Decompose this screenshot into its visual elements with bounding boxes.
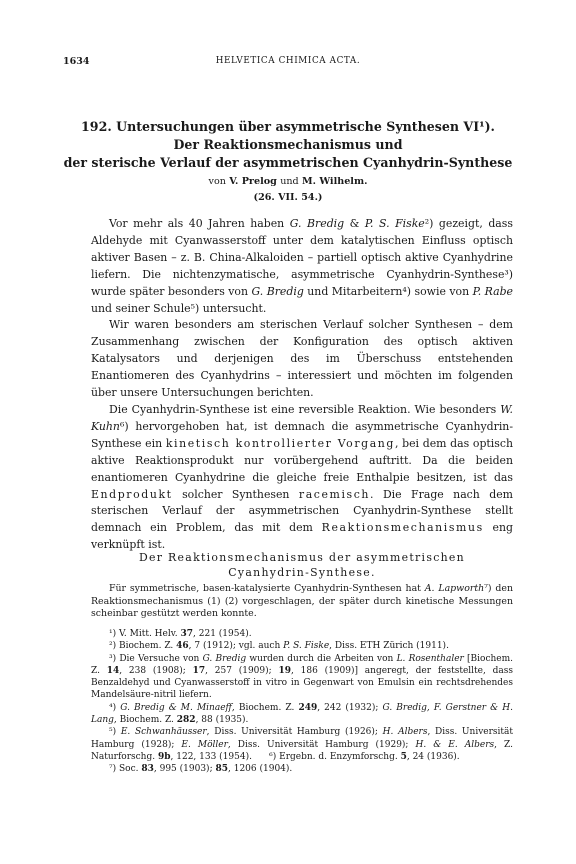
citation-author: W. Kuhn	[91, 402, 513, 433]
footnote-2: ²) Biochem. Z. 46, 7 (1912); vgl. auch P. S. Fiske, Diss. ETH Zürich (1911).	[109, 641, 449, 652]
running-head	[63, 56, 513, 70]
emphasis-spaced: Reaktionsmechanismus	[321, 521, 484, 535]
citation-author: G. Bredig	[251, 284, 304, 298]
footnotes	[91, 628, 513, 776]
paragraph-2: Wir waren besonders am sterischen Verlauf solcher Synthesen – dem Zusammenhang zwischen der Konfiguration des optisch aktiven Katalysators und derjenigen des im Überschuss entstehenden Enantiomeren des Cyanhydrins – interessiert und möchten im folgenden über unsere Untersuchungen berichten.	[91, 318, 513, 400]
footnote-1: ¹) V. Mitt. Helv. 37, 221 (1954).	[109, 629, 252, 639]
page-number: 1634	[63, 56, 90, 67]
footnote-7: ⁷) Soc. 83, 995 (1903); 85, 1206 (1904).	[109, 764, 293, 775]
footnote-4: ⁴) G. Bredig & M. Minaeff, Biochem. Z. 249, 242 (1932); G. Bredig, F. Gerstner & H. Lang, Biochem. Z. 282, 88 (1935).	[91, 702, 513, 726]
article-title-line-3: der sterische Verlauf der asymmetrischen Cyanhydrin-Synthese	[63, 155, 513, 170]
citation-author: G. Bredig	[289, 217, 345, 230]
journal-title: HELVETICA CHIMICA ACTA.	[215, 56, 361, 66]
byline-von: von	[208, 176, 226, 187]
byline-und: und	[280, 176, 299, 187]
author-2: M. Wilhelm.	[302, 176, 368, 187]
emphasis-spaced: kinetisch kontrollierter Vorgang	[165, 436, 395, 450]
paragraph-3: Die Cyanhydrin-Synthese ist eine reversible Reaktion. Wie besonders W. Kuhn⁶) hervorgehoben hat, ist demnach die asymmetrische Cyanhydrin-Synthese ein kinetisch kontrollierter Vorgang, bei dem das optisch aktive Reaktionsprodukt nur vorübergehend auftritt. Da die beiden enantiomeren Cyanhydrine die gleiche freie Enthalpie besitzen, ist das Endprodukt solcher Synthesen racemisch. Die Frage nach dem sterischen Verlauf der asymmetrischen Cyanhydrin-Synthese stellt demnach ein Problem, das mit dem Reaktionsmechanismus eng verknüpft ist.	[91, 402, 513, 552]
section-heading-line-2: Cyanhydrin-Synthese.	[228, 566, 376, 579]
section-paragraph	[91, 583, 513, 621]
byline	[63, 174, 513, 190]
section-heading	[91, 550, 513, 580]
citation-author: P. S. Fiske	[364, 217, 425, 230]
author-1: V. Prelog	[229, 176, 277, 187]
footnote-6: ⁶) Ergebn. d. Enzymforschg. 5, 24 (1936).	[269, 751, 460, 762]
citation-author: P. Rabe	[472, 284, 513, 298]
footnote-3: ³) Die Versuche von G. Bredig wurden durch die Arbeiten von L. Rosenthaler [Biochem. Z. 14, 238 (1908); 17, 257 (1909); 19, 186 (1909)] angeregt, der feststellte, dass Benzaldehyd und Cyanwasserstoff in vitro in Gegenwart von Emulsin ein rechtsdrehendes Mandelsäure-nitril liefern.	[91, 653, 514, 701]
section-paragraph-1: Für symmetrische, basen-katalysierte Cyanhydrin-Synthesen hat A. Lapworth⁷) den Reaktionsmechanismus (1) (2) vorgeschlagen, der später durch kinetische Messungen scheinbar gestützt werden konnte.	[91, 583, 513, 620]
emphasis-spaced: Endprodukt	[91, 487, 173, 501]
article-title-block	[63, 118, 513, 206]
article-title-line-2: Der Reaktionsmechanismus und	[173, 137, 403, 152]
paragraph-1: Vor mehr als 40 Jahren haben G. Bredig & P. S. Fiske²) gezeigt, dass Aldehyde mit Cyanwasserstoff unter dem katalytischen Einfluss optisch aktiver Basen – z. B. China-Alkaloiden – partiell optisch aktive Cyanhydrine liefern. Die nichtenzymatische, asymmetrische Cyanhydrin-Synthese³) wurde später besonders von G. Bredig und Mitarbeitern⁴) sowie von P. Rabe und seiner Schule⁵) untersucht.	[91, 217, 513, 315]
received-date: (26. VII. 54.)	[253, 192, 323, 203]
emphasis-spaced: racemisch	[298, 487, 371, 501]
article-title-line-1: 192. Untersuchungen über asymmetrische Synthesen VI¹).	[81, 119, 495, 134]
citation-author: A. Lapworth	[424, 583, 485, 594]
footnote-5: ⁵) E. Schwanhäusser, Diss. Universität Hamburg (1926); H. Albers, Diss. Universität Hamburg (1928); E. Möller, Diss. Universität Hamburg (1929); H. & E. Albers, Z. Naturforschg. 9b, 122, 133 (1954). ⁶) Ergebn. d. Enzymforschg. 5, 24 (1936).	[91, 727, 513, 762]
article-body	[91, 216, 513, 554]
section-heading-line-1: Der Reaktionsmechanismus der asymmetrischen	[138, 551, 465, 564]
